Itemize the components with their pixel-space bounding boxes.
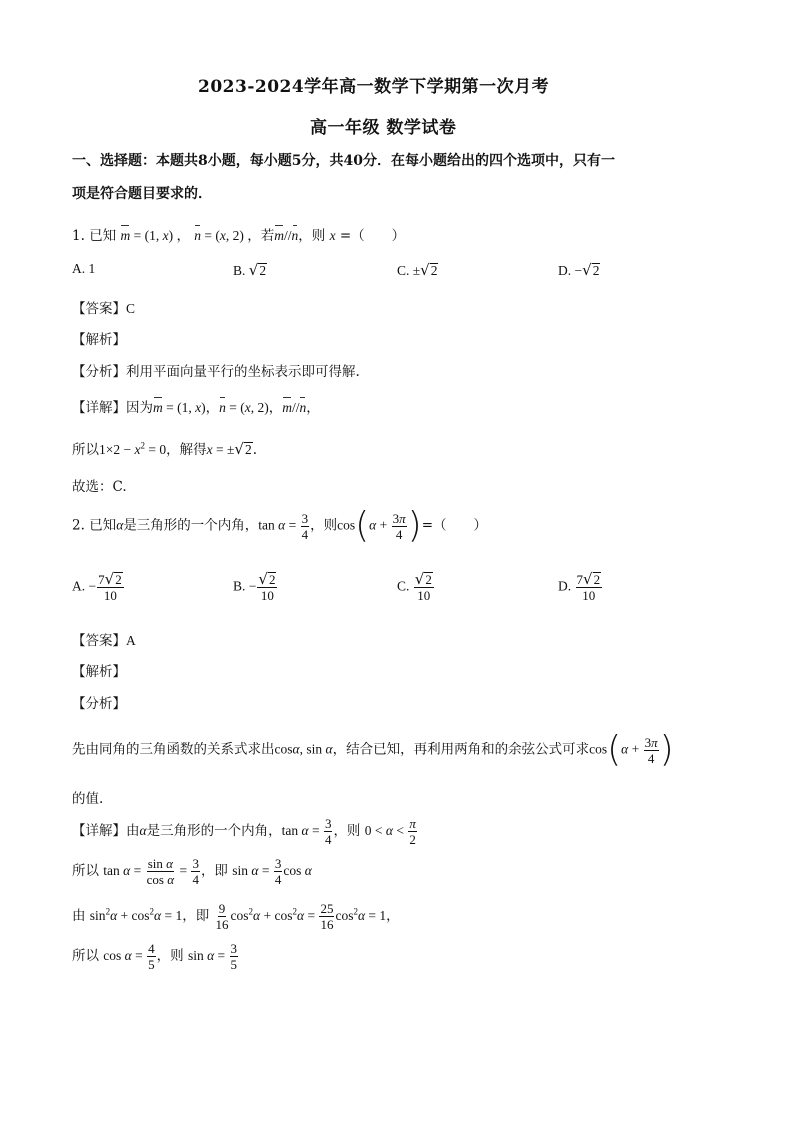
q2-option-c: C. $\frac{√2}{10}$ — [397, 570, 432, 603]
question-1-stem: 1. 已知 m = (1, x) ， n = (x, 2) ，若m//n，则 x =（ ） — [72, 228, 406, 244]
page-subtitle: 高一年级 数学试卷 — [310, 118, 457, 138]
q2-answer: 【答案】A — [72, 633, 136, 649]
stem-prefix: 已知 — [89, 228, 117, 244]
q1-option-d: D. −√2 — [558, 261, 600, 279]
q2-detail-1: 【详解】由α是三角形的一个内角，tan α = $\frac{3}{4}$ ，则 0 < α < $\frac{\pi}{2}$ — [72, 816, 416, 847]
q2-detail-4: 所以 cos α = $\frac{4}{5}$ ，则 sin α = $\frac{3}{5}$ — [72, 941, 238, 972]
q2-option-d: D. $\frac{7√2}{10}$ — [558, 570, 601, 603]
question-number: 1. — [72, 228, 85, 244]
q1-option-a: A. 1 — [72, 261, 96, 276]
q1-fenxi: 【分析】利用平面向量平行的坐标表示即可得解. — [72, 364, 360, 380]
q2-option-a: A. − $\frac{7√2}{10}$ — [72, 570, 122, 603]
q1-equation-line: 所以$1\times 2 - x^2 = 0$，解得x = ±√2. — [72, 440, 257, 458]
q2-analysis-label: 【解析】 — [72, 664, 126, 680]
q1-option-c: C. ±√2 — [397, 261, 438, 279]
q1-option-b: B. √2 — [233, 261, 267, 279]
page-title: 2023-2024学年高一数学下学期第一次月考 — [198, 77, 550, 97]
q1-answer: 【答案】C — [72, 301, 136, 317]
q1-detail: 【详解】因为m = (1, x)，n = (x, 2)，m//n， — [72, 400, 320, 416]
vector-n-expr: n = (x, 2) — [194, 228, 244, 243]
cond-prefix: ，若 — [247, 228, 275, 244]
q2-option-b: B. − $\frac{√2}{10}$ — [233, 570, 276, 603]
q2-fenxi-label: 【分析】 — [72, 696, 126, 712]
q2-detail-2: 所以 tan α = $\frac{\text{sin α}}{\text{cos α}}$ = $\frac{3}{4}$ ，即 sin α = $\frac{3}{4}$ cos α — [72, 856, 312, 887]
parallel-condition: m//n — [274, 228, 299, 243]
vector-m-expr: m = (1, x) — [120, 228, 174, 243]
section-heading-line1: 一、选择题：本题共8小题，每小题5分，共40分．在每小题给出的四个选项中，只有一 — [72, 153, 615, 169]
section-heading-line2: 项是符合题目要求的． — [72, 186, 212, 202]
q1-analysis-label: 【解析】 — [72, 332, 126, 348]
q2-fenxi-end: 的值. — [72, 791, 104, 807]
q1-choose: 故选：C. — [72, 479, 127, 495]
question-2-stem: 2. 已知α是三角形的一个内角，tan α = $\frac{3}{4}$ ，则cos(α + $\frac{3\pi}{4}$ )=（ ） — [72, 505, 488, 546]
q2-detail-3: 由 $\sin^2\alpha + \cos^2\alpha = 1$，即 $\frac{9}{16}$ $\cos^2\alpha + \cos^2\alpha$ = $\frac{25}{16}$ $\cos^2\alpha = 1$， — [72, 901, 400, 932]
q2-fenxi-text: 先由同角的三角函数的关系式求出cosα, sin α，结合已知，再利用两角和的余弦公式可求cos(α + $\frac{3\pi}{4}$ ) — [72, 729, 674, 770]
